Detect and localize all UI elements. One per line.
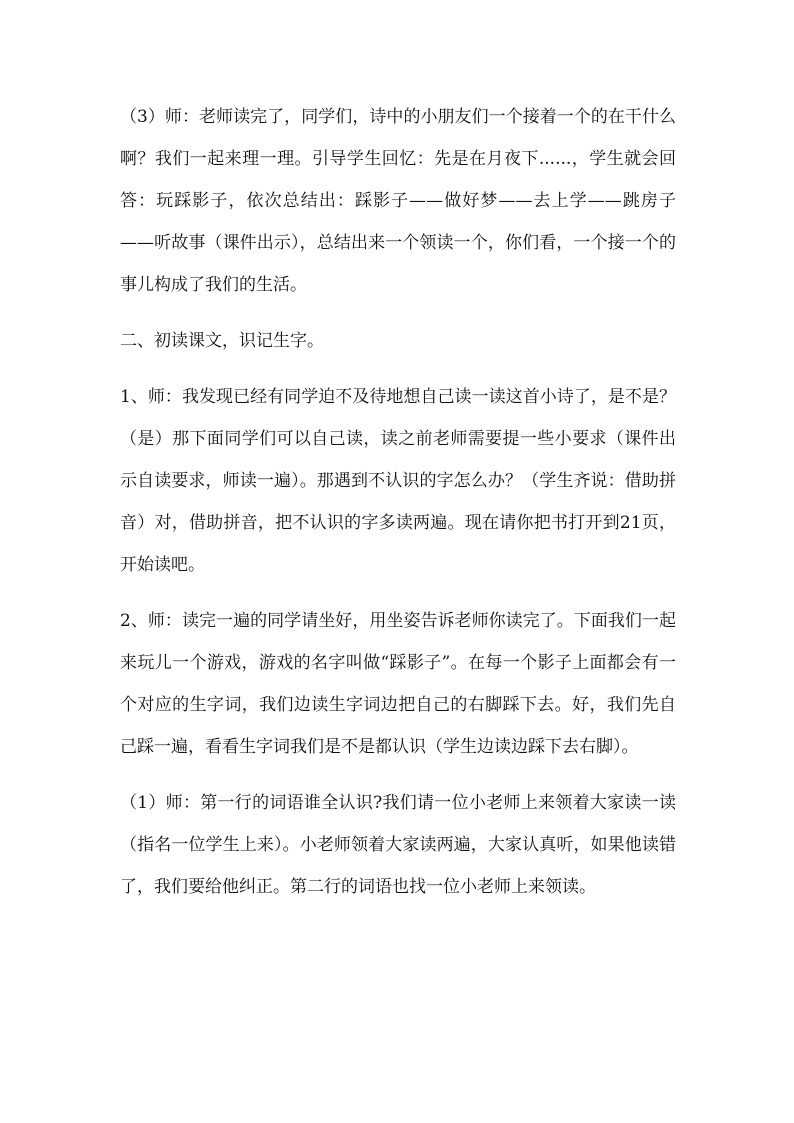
paragraph-self-reading: 1、师：我发现已经有同学迫不及待地想自己读一读这首小诗了，是不是？（是）那下面同学们可以自己读，读之前老师需要提一些小要求（课件出示自读要求，师读一遍）。那遇到不认识的字怎么办？（学生齐说：借助拼音）对，借助拼音，把不认识的字多读两遍。现在请你把书打开到21页，开始读吧。	[120, 387, 676, 575]
paragraph-teacher-summary: （3）师：老师读完了，同学们，诗中的小朋友们一个接着一个的在干什么啊？我们一起来理一理。引导学生回忆：先是在月夜下......，学生就会回答：玩踩影子，依次总结出：踩影子——做好梦——去上学——跳房子——听故事（课件出示），总结出来一个领读一个，你们看，一个接一个的事儿构成了我们的生活。	[120, 107, 676, 295]
paragraph-little-teacher: （1）师：第一行的词语谁全认识?我们请一位小老师上来领着大家读一读（指名一位学生上来）。小老师领着大家读两遍，大家认真听，如果他读错了，我们要给他纠正。第二行的词语也找一位小老师上来领读。	[120, 793, 676, 897]
document-body	[120, 96, 676, 908]
section-heading-first-reading: 二、初读课文，识记生字。	[120, 331, 324, 351]
paragraph-shadow-game: 2、师：读完一遍的同学请坐好，用坐姿告诉老师你读完了。下面我们一起来玩儿一个游戏，游戏的名字叫做“踩影子”。在每一个影子上面都会有一个对应的生字词，我们边读生字词边把自己的右脚踩下去。好，我们先自己踩一遍，看看生字词我们是不是都认识（学生边读边踩下去右脚）。	[120, 611, 676, 757]
